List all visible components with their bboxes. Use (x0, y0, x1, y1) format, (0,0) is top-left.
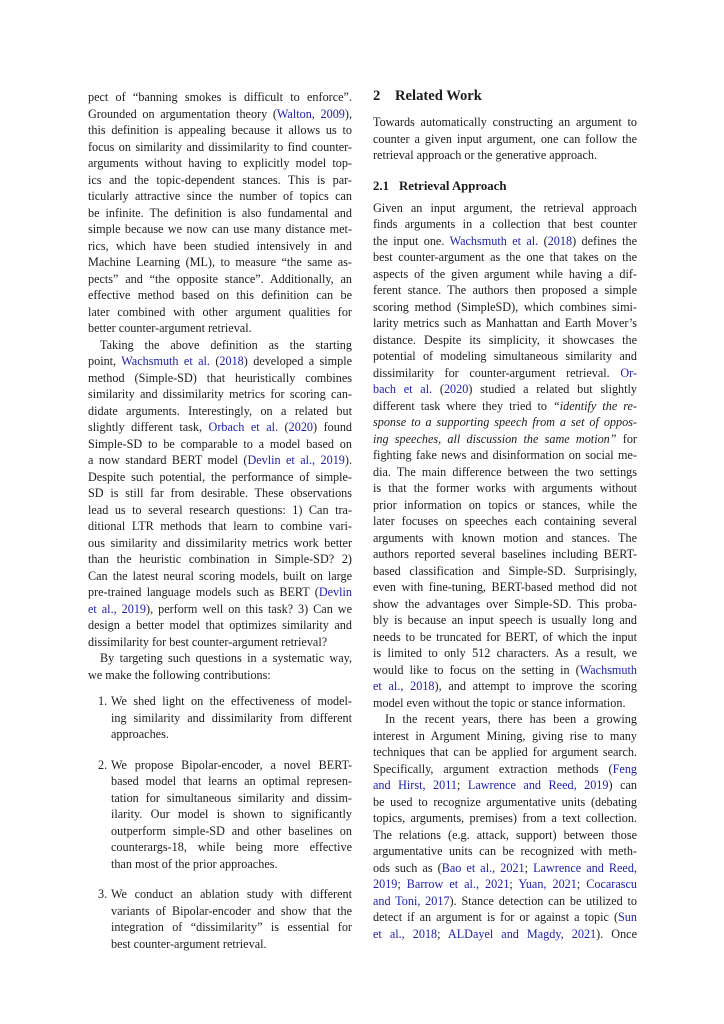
text-span: counterargs-18, while being more effective (111, 840, 352, 854)
text-span: ods such as ( (373, 860, 442, 875)
text-span: ; (397, 877, 407, 891)
text-line (88, 89, 352, 106)
text-line (88, 535, 352, 552)
text-span: interest in Argument Mining, giving rise to many (373, 728, 637, 743)
text-span: later combined with other argument qualities for (88, 304, 352, 319)
left-column (88, 89, 352, 966)
text-line (88, 485, 352, 502)
text-span: Can the latest neural scoring models, built on large (88, 568, 352, 583)
text-span: potential of modeling simultaneous similarity and (373, 349, 637, 363)
text-span: detect if an argument is for or against a topic ( (373, 910, 619, 924)
text-line (111, 856, 352, 873)
text-line (88, 122, 352, 139)
text-line (373, 893, 637, 910)
citation-link[interactable]: Sun (618, 910, 637, 924)
citation-link[interactable]: 2020 (443, 382, 469, 396)
text-line (111, 839, 352, 856)
text-span: Despite such potential, the performance of simple- (88, 469, 352, 484)
text-span: In the recent years, there has been a growing (385, 712, 637, 726)
section-number: 2.1 (373, 178, 389, 193)
citation-link[interactable]: bach et al. (373, 382, 433, 396)
contributions-list (88, 693, 352, 952)
text-line (111, 919, 352, 936)
text-span: best counter-argument retrieval. (111, 936, 267, 951)
text-span: aspects of the given argument while having a dif- (373, 266, 637, 281)
text-span: slightly different task, (88, 420, 209, 434)
text-line (88, 469, 352, 486)
list-number: 3. (98, 887, 108, 901)
text-span: we make the following contributions: (88, 667, 271, 682)
paragraph (88, 89, 352, 337)
text-line (373, 645, 637, 662)
text-span: than most of the prior approaches. (111, 856, 278, 871)
citation-link[interactable]: Yuan, 2021 (518, 877, 577, 891)
text-line (373, 810, 637, 827)
text-line (88, 106, 352, 123)
list-number: 2. (98, 757, 108, 772)
text-span: is limited to only 512 characters. As a result, we (373, 646, 637, 660)
text-line (373, 216, 637, 233)
text-span: outperform simple-SD and other baselines on (111, 823, 352, 838)
text-span: needs to be truncated for BERT, of which the input (373, 629, 637, 644)
text-span: the input one. (373, 233, 450, 248)
text-span: be used to recognize argumentative units (debating (373, 794, 637, 809)
text-span: show the advantages over Simple-SD. This proba- (373, 596, 637, 611)
text-span: ing similarity and dissimilarity from different (111, 710, 352, 725)
text-span: fighting fake news and disinformation on social me- (373, 448, 637, 462)
citation-link[interactable]: Bao et al., 2021 (441, 860, 525, 875)
text-span: authors reported several baselines including BERT- (373, 547, 637, 561)
text-line (111, 726, 352, 743)
text-line (373, 282, 637, 299)
text-line (111, 936, 352, 953)
text-line (373, 464, 637, 481)
text-span: different task where they tried to (373, 398, 553, 413)
citation-link[interactable]: et al., 2018 (373, 679, 435, 693)
text-span: prior information on topics or stances, while the (373, 497, 637, 512)
text-span: ) studied a related but slightly (468, 382, 638, 396)
text-line (88, 353, 352, 370)
text-span: than the heuristic combination in Simple-SD? 2) (88, 552, 352, 566)
text-span: ) found (313, 420, 353, 434)
text-line (373, 147, 637, 164)
text-span: ics and the topic-dependent stances. This is par- (88, 172, 352, 187)
text-line (373, 200, 637, 217)
text-line (373, 728, 637, 745)
text-span: ). Once (596, 926, 638, 941)
text-span: didate arguments. Interestingly, on a related but (88, 403, 352, 418)
text-line (88, 518, 352, 535)
text-span: We conduct an ablation study with different (111, 887, 352, 901)
text-line (88, 568, 352, 585)
citation-link[interactable]: Devlin et al., 2019 (247, 453, 345, 467)
text-span: SD is still far from desirable. These observations (88, 486, 352, 500)
text-span: The relations (e.g. attack, support) between those (373, 827, 637, 842)
text-span: ; (576, 877, 587, 891)
text-line (88, 172, 352, 189)
text-span: later focuses on speeches each containing several (373, 514, 637, 528)
text-span: ) developed a simple (243, 354, 352, 368)
italic-quote: sponse to a supporting speech from a set of oppos- (373, 415, 637, 429)
text-line (88, 304, 352, 321)
text-line (373, 662, 637, 679)
text-line (373, 365, 637, 382)
citation-link[interactable]: Devlin (318, 585, 352, 599)
citation-link[interactable]: and Toni, 2017 (373, 893, 450, 908)
text-span: ( (538, 233, 548, 248)
text-span: techniques that can be applied for argument search. (373, 745, 637, 759)
text-line (111, 886, 352, 903)
text-line (88, 221, 352, 238)
citation-link[interactable]: Barrow et al., 2021 (406, 877, 510, 891)
text-line (373, 546, 637, 563)
text-span: this definition is appealing because it allows us to (88, 123, 352, 137)
citation-link[interactable]: 2018 (547, 233, 573, 248)
text-line (373, 876, 637, 893)
subsection-heading (373, 177, 637, 195)
text-line (373, 926, 637, 943)
section-title: Retrieval Approach (399, 178, 507, 193)
text-line (373, 761, 637, 778)
text-span: lead us to several research questions: 1) Can tra- (88, 502, 352, 517)
text-span: Machine Learning (ML), to measure “the same as- (88, 255, 352, 269)
text-span: tation for simultaneous similarity and dissim- (111, 790, 352, 805)
text-line (88, 436, 352, 453)
text-span: better counter-argument retrieval. (88, 321, 252, 335)
text-line (373, 629, 637, 646)
text-line (111, 823, 352, 840)
text-span: based model that learns an optimal represen- (111, 774, 352, 788)
text-line (88, 386, 352, 403)
text-line (88, 634, 352, 651)
text-line (373, 131, 637, 148)
citation-link[interactable]: Walton, 2009 (276, 106, 345, 121)
citation-link[interactable]: Wachsmuth et al. (121, 354, 210, 368)
text-span: model even without the topic or stance information. (373, 695, 626, 710)
citation-link[interactable]: Lawrence and Reed, (533, 860, 637, 875)
citation-link[interactable]: Feng (612, 761, 637, 776)
text-span: dissimilarity for best counter-argument retrieval? (88, 634, 328, 649)
text-span: similarity and dissimilarity metrics for scoring can- (88, 387, 352, 401)
text-span: is that the former works with arguments without (373, 481, 637, 495)
text-span: approaches. (111, 727, 169, 741)
text-span: topics, arguments, premises) from a text collection. (373, 811, 637, 825)
text-line (373, 233, 637, 250)
text-span: integration of “dissimilarity” is essential for (111, 920, 352, 934)
list-item (88, 757, 352, 873)
text-line (373, 480, 637, 497)
text-span: even with fine-tuning, BERT-based method did not (373, 580, 637, 594)
text-line (373, 447, 637, 464)
text-span: ; (437, 926, 448, 941)
text-line (373, 695, 637, 712)
text-span: larity metrics such as Manhattan and Earth Mover’s (373, 316, 637, 330)
text-span: We shed light on the effectiveness of model- (111, 694, 352, 708)
text-span: ; (509, 877, 519, 891)
text-span: finds arguments in a collection that best counter (373, 217, 637, 231)
text-line (373, 777, 637, 794)
text-span: dissimilarity for counter-argument retrieval. (373, 365, 621, 380)
text-line (88, 419, 352, 436)
text-line (111, 790, 352, 807)
text-line (373, 332, 637, 349)
text-line (88, 205, 352, 222)
citation-link[interactable]: et al., 2018 (373, 926, 438, 941)
text-span: Towards automatically constructing an argument to (373, 115, 637, 129)
paragraph (373, 711, 637, 942)
text-line (373, 114, 637, 131)
text-span: focus on similarity and dissimilarity to find counter- (88, 139, 352, 154)
text-line (373, 414, 637, 431)
text-line (111, 757, 352, 774)
text-line (373, 596, 637, 613)
text-line (373, 711, 637, 728)
text-span: ), perform well on this task? 3) Can we (146, 601, 352, 616)
citation-link[interactable]: ALDayel and Magdy, 2021 (447, 926, 597, 941)
text-line (373, 678, 637, 695)
text-span: ( (209, 354, 220, 368)
text-span: Simple-SD to be comparable to a model based on (88, 436, 352, 451)
text-span: arguments without having to explicitly model top- (88, 156, 352, 170)
text-span: pre-trained language models such as BERT ( (88, 585, 319, 599)
text-line (111, 806, 352, 823)
text-line (373, 398, 637, 415)
text-span: ditional LTR methods that learn to combine vari- (88, 519, 352, 533)
citation-link[interactable]: Orbach et al. (208, 420, 279, 434)
text-span: ; (456, 778, 468, 792)
text-span: design a better model that optimizes similarity and (88, 618, 352, 632)
paragraph (88, 650, 352, 683)
text-line (373, 497, 637, 514)
text-line (373, 843, 637, 860)
text-line (111, 710, 352, 727)
paragraph (373, 200, 637, 712)
italic-quote: “identify the re- (553, 398, 637, 413)
text-line (373, 249, 637, 266)
text-line (111, 903, 352, 920)
text-line (88, 403, 352, 420)
text-span: arguments with known motion and stances. The (373, 530, 637, 545)
list-number: 1. (98, 694, 108, 708)
text-span: Given an input argument, the retrieval approach (373, 200, 637, 215)
text-line (373, 513, 637, 530)
citation-link[interactable]: 2020 (288, 420, 313, 434)
text-line (373, 530, 637, 547)
text-line (88, 155, 352, 172)
text-span: ( (432, 382, 444, 396)
text-span: a now standard BERT model ( (88, 453, 248, 467)
list-item (88, 886, 352, 952)
text-line (373, 348, 637, 365)
text-line (88, 287, 352, 304)
paragraph (88, 337, 352, 651)
text-line (88, 320, 352, 337)
text-line (88, 188, 352, 205)
text-line (88, 601, 352, 618)
text-span: simple because we now can use many distance met- (88, 222, 352, 236)
text-span: ), (344, 106, 352, 121)
citation-link[interactable]: 2019 (373, 877, 398, 891)
section-title: Related Work (395, 88, 482, 104)
text-span: scoring method (SimpleSD), which combines simi- (373, 299, 637, 314)
text-span: best counter-argument as the one that takes on the (373, 250, 637, 264)
text-span: ; (524, 860, 534, 875)
list-item (88, 693, 352, 743)
text-span: ous similarity and dissimilarity metrics work better (88, 535, 352, 550)
text-span: pects” and “the opposite stance”. Additionally, an (88, 271, 352, 286)
right-column (373, 86, 637, 942)
text-line (373, 563, 637, 580)
text-span: By targeting such questions in a systematic way, (100, 651, 352, 665)
text-line (373, 579, 637, 596)
text-span: Taking the above definition as the starting (100, 337, 352, 352)
text-line (373, 381, 637, 398)
section-heading (373, 86, 637, 106)
text-span: ticularly attractive since the number of topics can (88, 189, 352, 203)
text-line (111, 693, 352, 710)
citation-link[interactable]: Wachsmuth et al. (449, 233, 539, 248)
text-line (111, 773, 352, 790)
text-span: be infinite. The definition is also fundamental and (88, 205, 352, 220)
text-span: variants of Bipolar-encoder and show that the (111, 903, 352, 918)
text-span: distance. Despite its simplicity, it showcases the (373, 332, 637, 347)
text-line (88, 139, 352, 156)
text-line (88, 452, 352, 469)
text-line (88, 238, 352, 255)
text-span: We propose Bipolar-encoder, a novel BERT- (111, 757, 352, 772)
text-line (88, 667, 352, 684)
text-line (88, 337, 352, 354)
text-line (373, 315, 637, 332)
text-line (88, 271, 352, 288)
citation-link[interactable]: 2018 (219, 354, 244, 368)
text-line (373, 431, 637, 448)
citation-link[interactable]: Cocarascu (586, 877, 638, 891)
text-span: Grounded on argumentation theory ( (88, 106, 277, 121)
text-span: rics, which have been studied intensively in and (88, 238, 352, 253)
citation-link[interactable]: and Hirst, 2011 (373, 778, 457, 792)
text-span: argumentative units can be recognized with meth- (373, 844, 637, 858)
text-span: for (616, 431, 637, 446)
text-span: ) can (608, 778, 637, 792)
text-line (373, 612, 637, 629)
text-span: ilarity. Our model is shown to significantly (111, 807, 352, 821)
text-line (88, 650, 352, 667)
text-line (373, 909, 637, 926)
text-span: counter a given input argument, one can follow the (373, 131, 637, 146)
text-line (88, 584, 352, 601)
text-span: ) defines the (572, 233, 637, 248)
text-span: retrieval approach or the generative approach. (373, 148, 597, 162)
text-span: ). (344, 453, 352, 467)
text-line (88, 254, 352, 271)
citation-link[interactable]: Or- (620, 365, 637, 380)
section-number: 2 (373, 88, 381, 104)
text-span: point, (88, 354, 122, 368)
text-span: ferent stance. The authors then proposed a simple (373, 283, 637, 297)
citation-link[interactable]: et al., 2019 (88, 601, 147, 616)
text-span: bly is because an input speech is usually long and (373, 613, 637, 627)
text-span: ). Stance detection can be utilized to (449, 893, 637, 908)
text-span: ), and attempt to improve the scoring (434, 679, 637, 693)
text-line (88, 502, 352, 519)
text-span: dia. The main difference between the two settings (373, 464, 637, 479)
text-line (373, 860, 637, 877)
text-line (88, 551, 352, 568)
text-span: would like to focus on the setting in ( (373, 662, 580, 677)
text-span: pect of “banning smokes is difficult to enforce”. (88, 90, 352, 104)
text-line (373, 827, 637, 844)
citation-link[interactable]: Wachsmuth (579, 662, 637, 677)
text-line (373, 266, 637, 283)
text-span: ( (278, 420, 289, 434)
text-line (373, 794, 637, 811)
paragraph (373, 114, 637, 164)
text-line (88, 617, 352, 634)
citation-link[interactable]: Lawrence and Reed, 2019 (467, 778, 609, 792)
text-span: Specifically, argument extraction methods ( (373, 761, 613, 776)
text-line (373, 299, 637, 316)
text-span: based classification and Simple-SD. Surprisingly, (373, 563, 637, 578)
text-line (88, 370, 352, 387)
text-line (373, 744, 637, 761)
text-span: method (Simple-SD) that heuristically combines (88, 370, 352, 385)
text-span: effective method based on this definition can be (88, 288, 352, 302)
italic-quote: ing speeches, all discussion the same motion” (373, 431, 617, 446)
